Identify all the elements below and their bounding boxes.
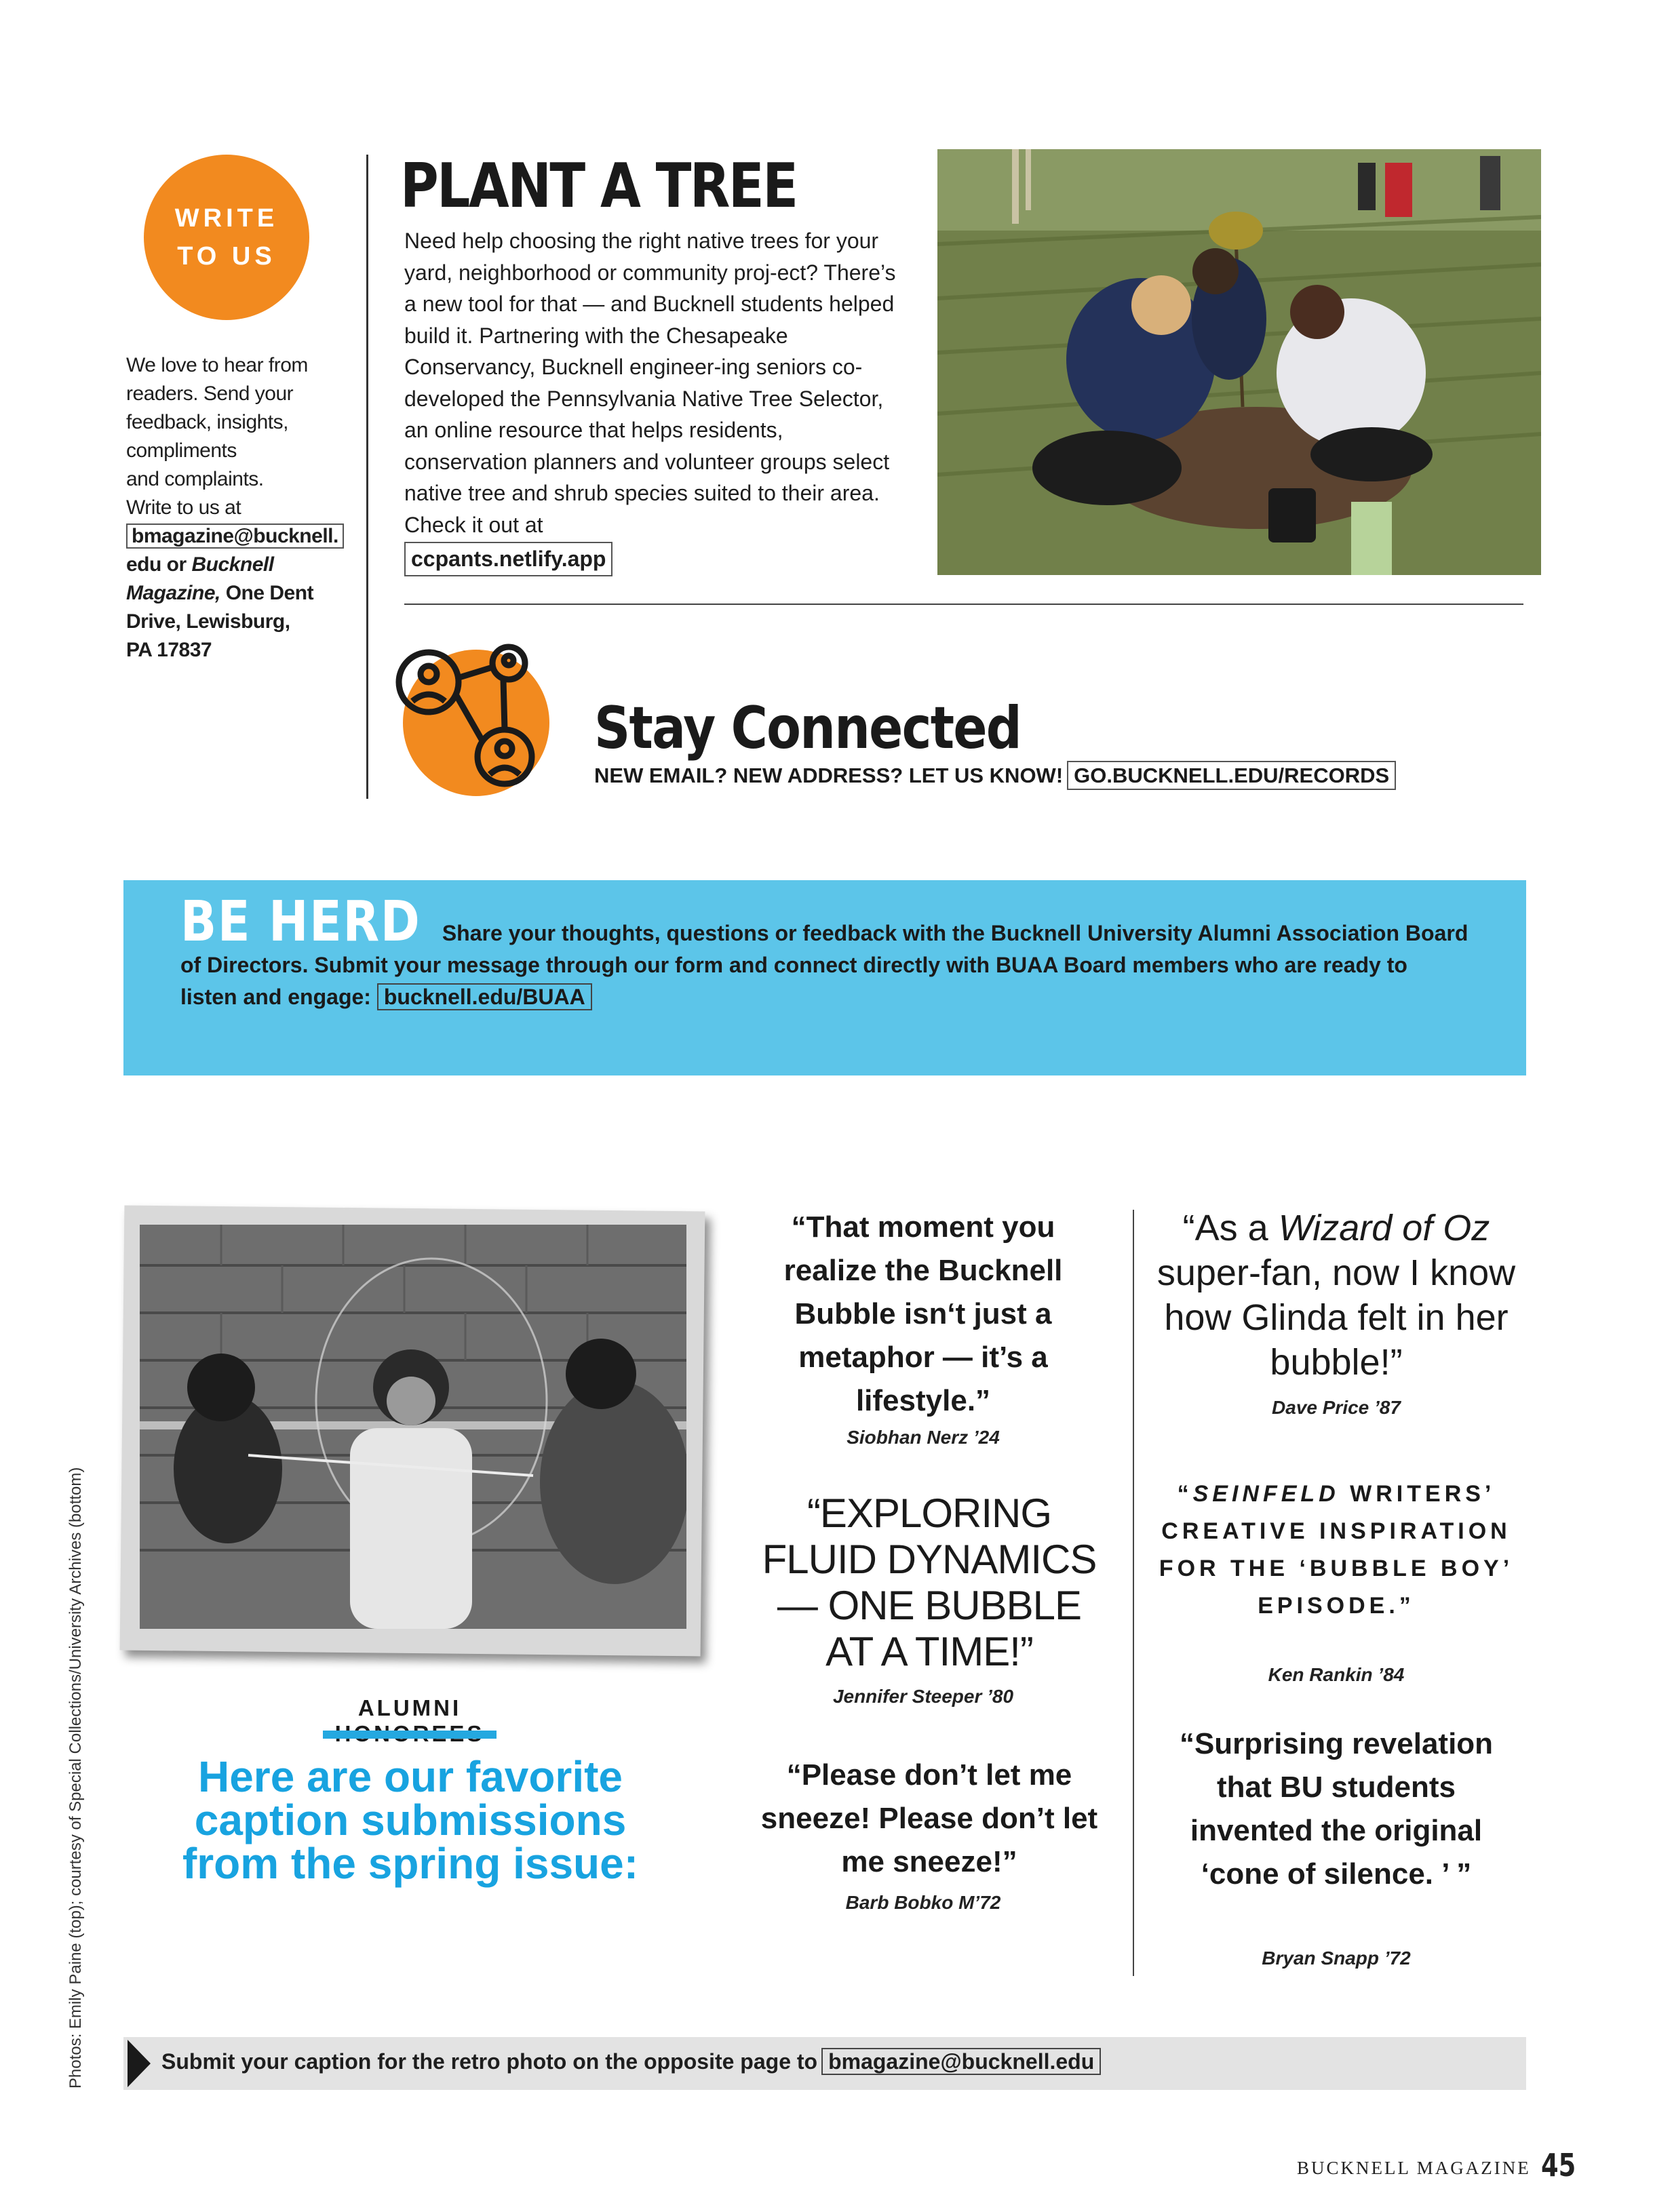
plant-title: PLANT A TREE (400, 151, 797, 222)
submit-caption-prompt: Submit your caption for the retro photo on the opposite page to (161, 2049, 818, 2074)
honorees-heading: Here are our favorite caption submissions from the spring issue: (182, 1752, 639, 1888)
tree-planting-photo (937, 149, 1541, 575)
write-badge-line1: WRITE (174, 204, 279, 233)
caption-author: Jennifer Steeper ’80 (832, 1686, 1014, 1707)
caption-author: Dave Price ’87 (1272, 1397, 1401, 1418)
write-to-us-badge (144, 155, 309, 320)
network-icon-svg (389, 636, 552, 799)
caption-quote-suffix: WRITERS’ CREATIVE INSPIRATION FOR THE ‘BUBBLE BOY’ EPISODE.” (1159, 1481, 1514, 1619)
address-line: One Dent (220, 582, 314, 604)
plant-body (404, 225, 906, 576)
caption-quote: “EXPLORING FLUID DYNAMICS — ONE BUBBLE AT A TIME!” (762, 1490, 1097, 1674)
write-body-line: readers. Send your (126, 382, 294, 405)
caption-author: Siobhan Nerz ’24 (847, 1427, 1000, 1448)
submit-email-link[interactable]: bmagazine@bucknell.edu (821, 2048, 1101, 2075)
be-herd-text (180, 890, 1469, 1013)
write-body-line: and complaints. (126, 468, 264, 490)
page-number: 45 (1541, 2147, 1576, 2184)
caption-author: Bryan Snapp ’72 (1262, 1948, 1411, 1969)
write-to-us-text (126, 351, 350, 665)
photo-credit: Photos: Emily Paine (top); courtesy of Special Collections/University Archives (bottom) (66, 1467, 85, 2089)
section-divider (404, 604, 1523, 605)
plant-link[interactable]: ccpants.netlify.app (404, 542, 612, 576)
write-badge-line2: TO US (177, 242, 276, 271)
buaa-link[interactable]: bucknell.edu/BUAA (377, 983, 592, 1010)
magazine-name-cont: Magazine, (126, 582, 220, 604)
write-body-line: feedback, insights, (126, 411, 288, 433)
stay-connected-title: Stay Connected (594, 694, 1021, 762)
caption-quote (1153, 1476, 1519, 1625)
retro-bubble-illustration (140, 1225, 686, 1629)
honorees-accent-bar (323, 1731, 497, 1739)
play-arrow-icon (128, 2040, 151, 2087)
address-line: Drive, Lewisburg, (126, 610, 290, 633)
write-body-line: compliments (126, 439, 237, 462)
write-body-line: Write to us at (126, 496, 241, 519)
retro-bubble-photo (140, 1225, 686, 1629)
stay-connected-subtitle (594, 764, 1396, 788)
caption-quote-prefix: “ (1177, 1481, 1193, 1507)
records-link[interactable]: GO.BUCKNELL.EDU/RECORDS (1067, 761, 1396, 790)
tree-planting-illustration (937, 149, 1541, 575)
magazine-name: Bucknell (191, 553, 274, 576)
caption-quote: “Please don’t let me sneeze! Please don’t let me sneeze!” (760, 1758, 1098, 1878)
caption-quote (1153, 1206, 1519, 1385)
email-link[interactable]: bmagazine@bucknell. (126, 524, 344, 549)
be-herd-body: Share your thoughts, questions or feedback with the Bucknell University Alumni Association Board of Directors. Submit your message through our form and connect directly with BUAA Board members who are ready to listen and engage: (180, 921, 1469, 1009)
stay-connected-prompt: NEW EMAIL? NEW ADDRESS? LET US KNOW! (594, 764, 1064, 787)
alumni-honorees-kicker: ALUMNI (357, 1695, 462, 1720)
caption-author: Ken Rankin ’84 (1268, 1664, 1405, 1685)
network-icon (389, 636, 552, 799)
email-continued: edu or (126, 553, 192, 576)
caption-quote-title: Wizard of Oz (1278, 1208, 1490, 1248)
caption-quote: “That moment you realize the Bucknell Bubble isn‘t just a metaphor — it’s a lifestyle.” (783, 1210, 1063, 1417)
be-herd-title: BE HERD (180, 890, 421, 954)
submit-caption-text (161, 2049, 1101, 2074)
plant-body-text: Need help choosing the right native trees for your yard, neighborhood or community proj-ect? There’s a new tool for that — and Bucknell students helped build it. Partnering with the Chesapeake Conservancy, Bucknell engineer-ing seniors co-developed the Pennsylvania Native Tree Selector, an online resource that helps residents, conservation planners and volunteer groups select native tree and shrub species suited to their area. Check it out at (404, 229, 896, 537)
footer-magazine-name: BUCKNELL MAGAZINE (1297, 2158, 1531, 2178)
caption-quote: “Surprising revelation that BU students invented the original ‘cone of silence. ’ ” (1179, 1727, 1494, 1891)
caption-quote-title: SEINFELD (1192, 1481, 1340, 1507)
write-body-line: We love to hear from (126, 354, 308, 376)
column-divider (366, 155, 368, 799)
caption-author: Barb Bobko M’72 (845, 1892, 1001, 1913)
caption-quote-suffix: super-fan, now I know how Glinda felt in her bubble!” (1156, 1252, 1516, 1383)
caption-column-divider (1133, 1210, 1134, 1976)
caption-quote-prefix: “As a (1182, 1208, 1279, 1248)
address-line: PA 17837 (126, 639, 212, 661)
